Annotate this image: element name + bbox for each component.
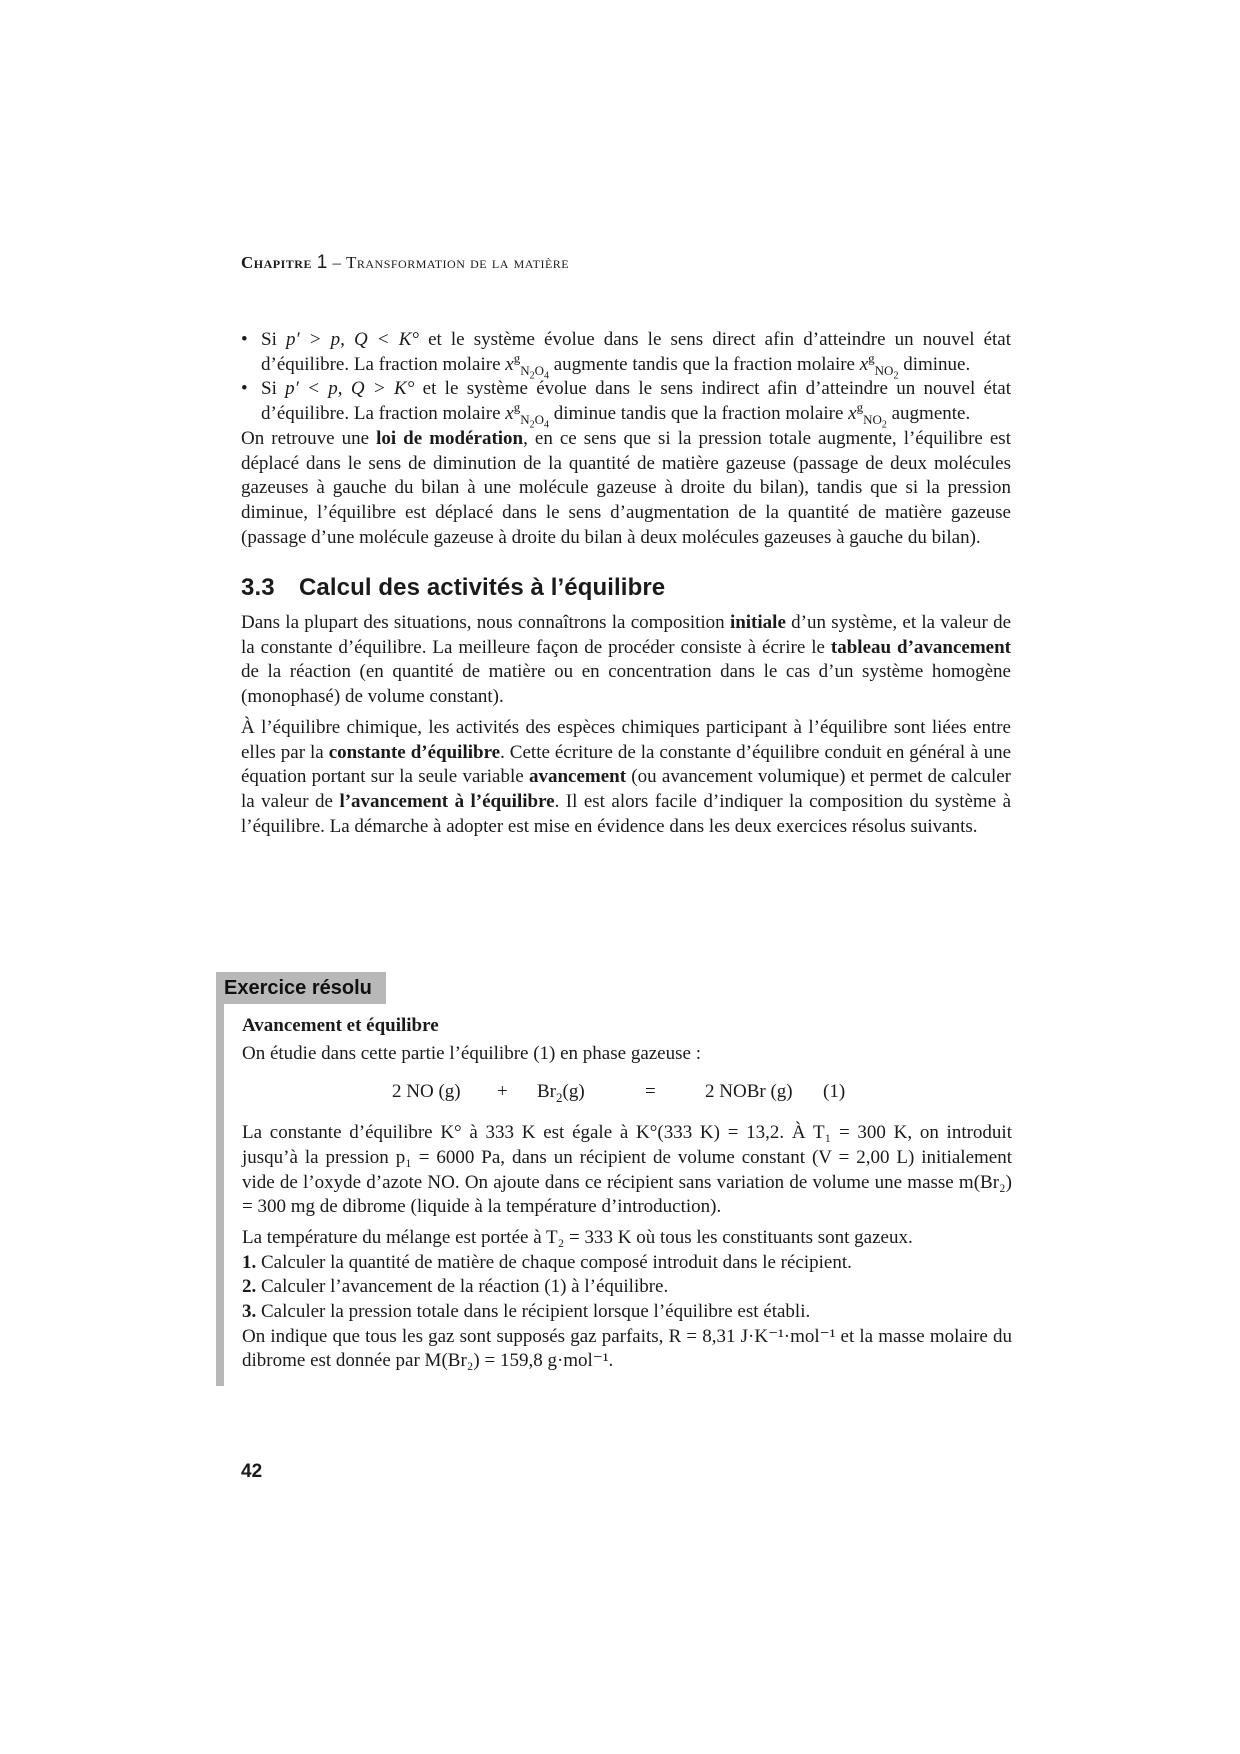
paragraph-equilibrium: À l’équilibre chimique, les activités des espèces chimiques participant à l’équilibre sont liées entre elles par la constante d’équilibre. Cette écriture de la constante d’équilibre conduit en général à une équation portant sur la seule variable avancement (ou avancement volumique) et permet de calculer la valeur de l’avancement à l’équilibre. Il est alors facile d’indiquer la composition du système à l’équilibre. La démarche à adopter est mise en évidence dans les deux exercices résolus suivants. bbox=[241, 716, 1011, 837]
bullet-list bbox=[241, 328, 1011, 431]
exercise-label: Exercice résolu bbox=[216, 972, 386, 1004]
exercise-side-bar bbox=[216, 1004, 224, 1386]
exercise-box bbox=[242, 1014, 1012, 1374]
question-2: 2. Calculer l’avancement de la réaction (1) à l’équilibre. bbox=[242, 1276, 669, 1298]
reaction-equation: 2 NO (g) + $Br_2(g)$ = 2 NOBr (g) (1) bbox=[392, 1081, 846, 1106]
section-heading bbox=[241, 576, 1011, 601]
exercise-paragraph: La température du mélange est portée à T₂ = 333 K où tous les constituants sont gazeux. bbox=[242, 1226, 913, 1248]
paragraph-initial: Dans la plupart des situations, nous connaîtrons la composition initiale d’un système, et la valeur de la constante d’équilibre. La meilleure façon de procéder consiste à écrire le tableau d’avancement de la réaction (en quantité de matière ou en concentration dans le cas d’un système homogène (monophasé) de volume constant). bbox=[241, 612, 1012, 708]
running-header bbox=[241, 252, 569, 274]
main-content bbox=[241, 328, 1011, 839]
chapter-word: Chapitre bbox=[241, 253, 312, 272]
moderation-paragraph: On retrouve une loi de modération, en ce sens que si la pression totale augmente, l’équilibre est déplacé dans le sens de diminution de la quantité de matière gazeuse (passage de deux molécules gazeuses à gauche du bilan à une molécule gazeuse à droite du bilan), tandis que si la pression diminue, l’équilibre est déplacé dans le sens d’augmentation de la quantité de matière gazeuse (passage d’une molécule gazeuse à droite du bilan à deux molécules gazeuses à gauche du bilan). bbox=[241, 427, 1011, 548]
question-3: 3. Calculer la pression totale dans le récipient lorsque l’équilibre est établi. bbox=[242, 1301, 811, 1323]
section-number: 3.3 bbox=[241, 574, 275, 602]
list-item: • Si p′ > p, Q < K° et le système évolue dans le sens direct afin d’atteindre un nouvel état d’équilibre. La fraction molaire $x^g_{N_2O_4}$ augmente tandis que la fraction molaire $x^g_{NO_2}$ diminue. bbox=[241, 328, 1011, 377]
list-item: • Si p′ < p, Q > K° et le système évolue dans le sens indirect afin d’atteindre un nouvel état d’équilibre. La fraction molaire $x^g_{N_2O_4}$ diminue tandis que la fraction molaire $x^g_{NO_2}$ augmente. bbox=[241, 377, 1011, 426]
section-title: Calcul des activités à l’équilibre bbox=[299, 574, 666, 602]
question-1: 1. Calculer la quantité de matière de chaque composé introduit dans le récipient. bbox=[242, 1251, 852, 1273]
page-number: 42 bbox=[241, 1461, 263, 1482]
exercise-data-note: On indique que tous les gaz sont supposés gaz parfaits, R = 8,31 J·K⁻¹·mol⁻¹ et la masse molaire du dibrome est donnée par M(Br₂) = 159,8 g·mol⁻¹. bbox=[242, 1325, 1012, 1372]
chapter-title: – Transformation de la matière bbox=[332, 253, 570, 272]
exercise-title: Avancement et équilibre bbox=[242, 1015, 439, 1036]
exercise-paragraph: La constante d’équilibre K° à 333 K est égale à K°(333 K) = 13,2. À T₁ = 300 K, on introduit jusqu’à la pression p₁ = 6000 Pa, dans un récipient de volume constant (V = 2,00 L) initialement vide de l’oxyde d’azote NO. On ajoute dans ce récipient sans variation de volume une masse m(Br₂) = 300 mg de dibrome (liquide à la température d’introduction). bbox=[242, 1122, 1012, 1218]
exercise-intro: On étudie dans cette partie l’équilibre (1) en phase gazeuse : bbox=[242, 1042, 701, 1064]
chapter-number: 1 bbox=[316, 252, 328, 273]
